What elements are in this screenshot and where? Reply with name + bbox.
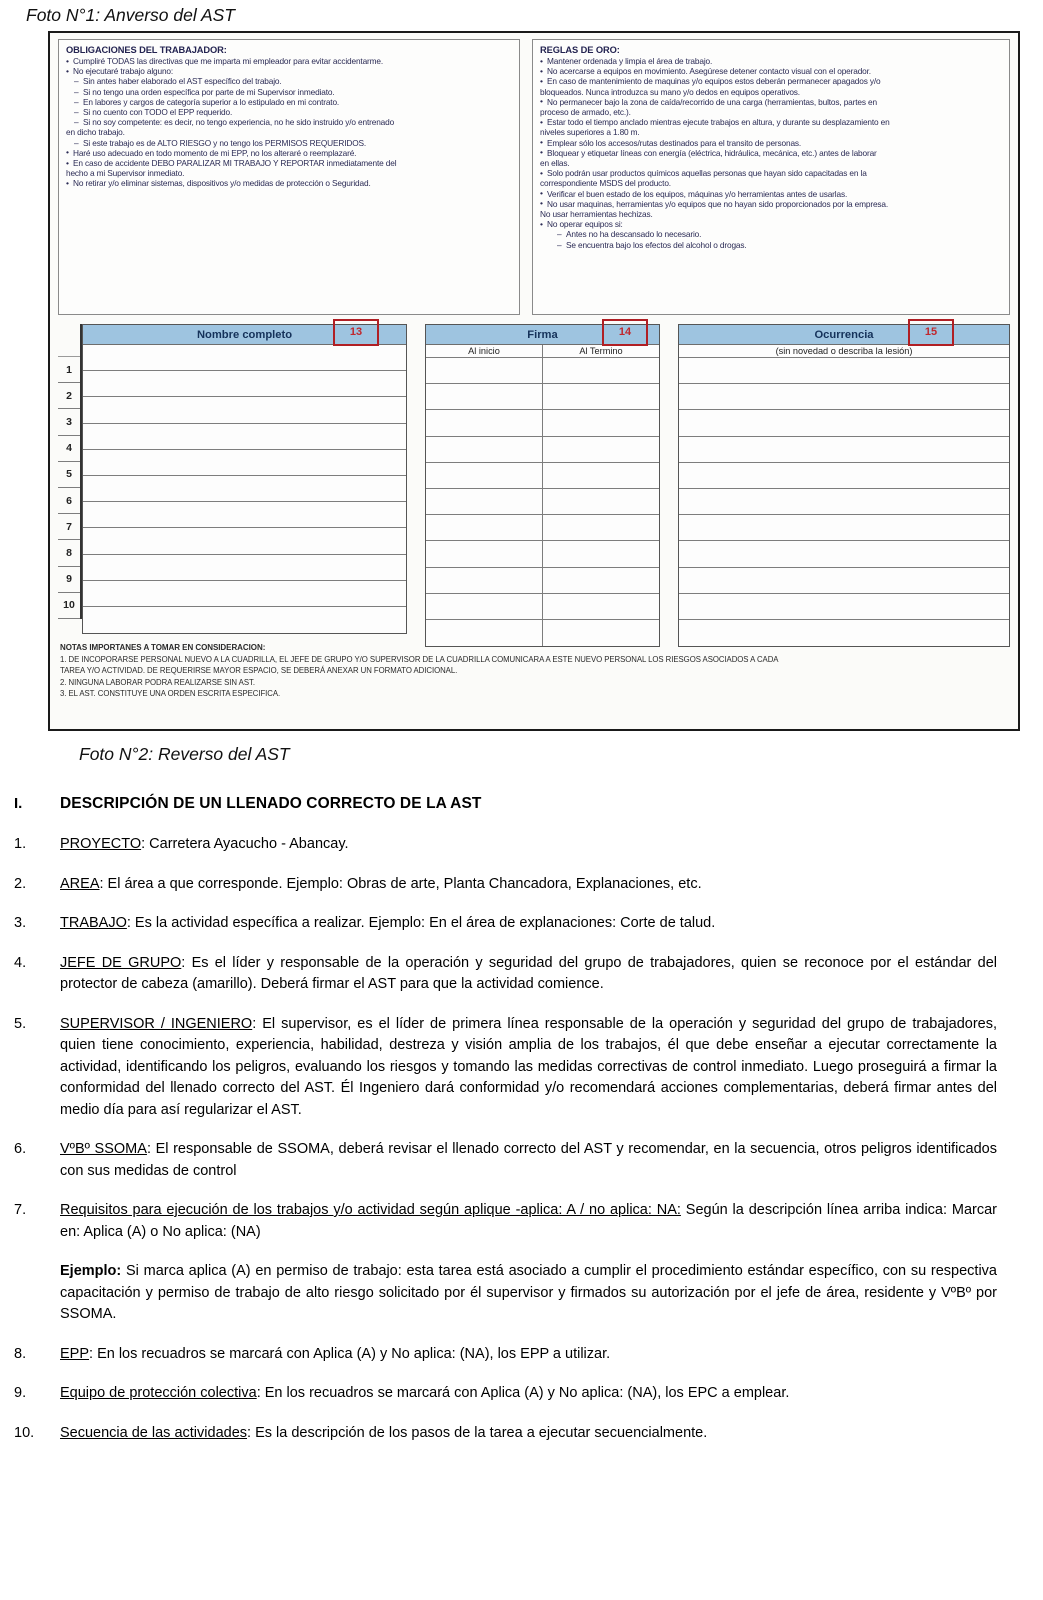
item-marker: 6.: [14, 1141, 27, 1157]
table-row: [83, 581, 406, 607]
firma-subheader-row: [426, 345, 659, 358]
list-item: – Si no cuento con TODO el EPP requerido.: [66, 107, 512, 117]
table-cell: [542, 410, 659, 435]
item-term: VºBº SSOMA: [60, 1141, 147, 1157]
list-item: [0, 874, 1043, 896]
table-cell: [83, 476, 406, 501]
table-row: [679, 384, 1009, 410]
list-item: [0, 1423, 1043, 1445]
table-row: [679, 489, 1009, 515]
table-row: [679, 437, 1009, 463]
item-term: AREA: [60, 875, 100, 892]
item-term: TRABAJO: [60, 915, 127, 931]
table-cell: [542, 489, 659, 514]
table-row: [426, 620, 659, 646]
item-term: Secuencia de las actividades: [60, 1424, 248, 1441]
table-cell: [83, 397, 406, 422]
item-term: Requisitos para ejecución de los trabajos y/o actividad según aplique -aplica: A / no aplica: NA:: [60, 1202, 681, 1218]
column-subheader-ocurrencia: (sin novedad o describa la lesión): [679, 345, 1009, 358]
table-cell: [542, 384, 659, 409]
table-row: [83, 450, 406, 476]
table-row: [679, 515, 1009, 541]
list-item: [0, 1200, 1043, 1326]
panel-obligaciones-title: OBLIGACIONES DEL TRABAJADOR:: [66, 45, 227, 55]
table-cell: [426, 437, 542, 462]
table-cell: [679, 384, 1009, 409]
list-item: • Estar todo el tiempo anclado mientras ejecute trabajos en altura, y durante su desplazamiento en: [540, 117, 1002, 127]
table-row: [83, 555, 406, 581]
item-term: JEFE DE GRUPO: [60, 954, 182, 971]
signature-table: [58, 324, 1010, 634]
list-item: • Emplear sólo los accesos/rutas destinados para el transito de personas.: [540, 138, 1002, 148]
item-term: SUPERVISOR / INGENIERO: [60, 1015, 253, 1032]
table-cell: [679, 515, 1009, 540]
item-marker: 3.: [14, 915, 27, 931]
list-item: – Si este trabajo es de ALTO RIESGO y no tengo los PERMISOS REQUERIDOS.: [66, 138, 512, 148]
table-cell: [426, 515, 542, 540]
notes-line: 1. DE INCOPORARSE PERSONAL NUEVO A LA CUADRILLA, EL JEFE DE GRUPO Y/O SUPERVISOR DE LA CUADRILLA COMUNICARA A ESTE NUEVO PERSONAL LOS RIESGOS ASOCIADOS A CADA: [60, 654, 779, 664]
item-marker: 2.: [14, 875, 27, 892]
column-subheader-al-termino: Al Termino: [542, 345, 659, 357]
item-text: : El supervisor, es el líder de primera línea responsable de la operación y seguridad del grupo de trabajadores, quien tiene conocimiento, experiencia, habilidad, destreza y visión amplia de los trabajos, él que debe enseñar a ejecutar correctamente la actividad, identificando los peligros, evaluando los riesgos y tomando las medidas correctivas de control inmediato. Luego proseguirá a firmar la conformidad del llenado correcto del AST. Él Ingeniero dará conformidad y/o recomendará acciones complementarias, deberá firmar antes del medio día para así regularizar el AST.: [60, 1015, 997, 1118]
form-content: [50, 33, 1018, 729]
table-cell: [83, 502, 406, 527]
list-item: [0, 1383, 1043, 1405]
table-row: [426, 410, 659, 436]
list-item: • Solo podrán usar productos químicos aquellas personas que hayan sido capacitadas en la: [540, 168, 1002, 178]
item-marker: 10.: [14, 1424, 35, 1441]
item-body: [60, 953, 997, 996]
list-item: • En caso de mantenimiento de maquinas y/o equipos estos deberán permanecer apagados y/o: [540, 76, 1002, 86]
table-cell: [542, 568, 659, 593]
list-item: – Se encuentra bajo los efectos del alcohol o drogas.: [540, 240, 1002, 250]
column-subheader-al-inicio: Al inicio: [468, 346, 500, 356]
figure-caption-foto1: Foto N°1: Anverso del AST: [26, 5, 235, 25]
list-item: • Verificar el buen estado de los equipos, máquinas y/o herramientas antes de usarlas.: [540, 189, 1002, 199]
table-cell: [426, 489, 542, 514]
table-cell: [679, 568, 1009, 593]
table-cell: [83, 528, 406, 553]
table-row: [83, 345, 406, 371]
table-cell: [426, 568, 542, 593]
table-row: [426, 384, 659, 410]
table-cell: [83, 450, 406, 475]
table-cell: [679, 594, 1009, 619]
list-item: niveles superiores a 1.80 m.: [540, 127, 640, 138]
table-cell: [679, 620, 1009, 646]
item-example-text: Si marca aplica (A) en permiso de trabajo: esta tarea está asociado a cumplir el procedimiento estándar específico, con su respectiva capacitación y permiso de trabajo de alto riesgo solicitado por él supervisor y firmados su autorización por el jefe de área, residente y VºBº por SSOMA.: [60, 1263, 997, 1322]
item-term: PROYECTO: [60, 836, 142, 852]
list-item: • No ejecutaré trabajo alguno:: [66, 66, 512, 76]
item-body: [60, 1200, 997, 1326]
table-row: [679, 594, 1009, 620]
section-heading: [0, 795, 1043, 813]
table-cell: [542, 463, 659, 488]
row-number: 9: [58, 567, 80, 593]
table-row: [83, 371, 406, 397]
ast-form-scan-image: [48, 31, 1020, 731]
item-example-paragraph: [60, 1261, 997, 1326]
list-item: • No acercarse a equipos en movimiento. Asegúrese detener contacto visual con el operador.: [540, 66, 1002, 76]
table-cell: [83, 371, 406, 396]
list-item: [0, 1014, 1043, 1122]
list-item: • No permanecer bajo la zona de caída/recorrido de una carga (herramientas, bultos, partes en: [540, 97, 1002, 107]
item-text: Según la descripción línea arriba indica: Marcar en: Aplica (A) o No aplica: (NA): [60, 1202, 997, 1240]
table-nombre-completo: [82, 324, 407, 634]
row-number: 10: [58, 593, 80, 619]
item-marker: 5.: [14, 1015, 27, 1032]
item-term: EPP: [60, 1345, 90, 1362]
list-item: [0, 1139, 1043, 1182]
item-text: : En los recuadros se marcará con Aplica (A) y No aplica: (NA), los EPC a emplear.: [256, 1385, 790, 1401]
page-title: DESCRIPCIÓN DE UN LLENADO CORRECTO DE LA AST: [60, 795, 482, 812]
table-cell: [83, 345, 406, 370]
item-body: [60, 1014, 997, 1122]
list-item: • No retirar y/o eliminar sistemas, dispositivos y/o medidas de protección o Seguridad.: [66, 178, 512, 188]
list-item: • Cumpliré TODAS las directivas que me imparta mi empleador para evitar accidentarme.: [66, 56, 512, 66]
table-row: [679, 568, 1009, 594]
item-body: [60, 1423, 997, 1445]
list-item: – Si no tengo una orden específica por parte de mi Supervisor inmediato.: [66, 87, 512, 97]
item-marker: 8.: [14, 1345, 27, 1362]
panel-reglas-de-oro: [532, 39, 1010, 315]
table-cell: [542, 437, 659, 462]
form-notes-block: [58, 642, 1010, 700]
list-item: bloqueados. Nunca introduzca su mano y/o dedos en equipos operativos.: [540, 86, 800, 97]
table-row: [426, 463, 659, 489]
panel-obligaciones-list: [66, 56, 512, 189]
item-text: : El área a que corresponde. Ejemplo: Obras de arte, Planta Chancadora, Explanaciones, etc.: [99, 875, 702, 892]
list-item: correspondiente MSDS del producto.: [540, 178, 671, 189]
row-number: 5: [58, 462, 80, 488]
table-cell: [83, 555, 406, 580]
list-item: No usar herramientas hechizas.: [540, 209, 653, 220]
table-row: [83, 397, 406, 423]
list-item: • Bloquear y etiquetar líneas con energía (eléctrica, hidráulica, mecánica, etc.) antes de laborar: [540, 148, 1002, 158]
panel-obligaciones-trabajador: [58, 39, 520, 315]
column-header-nombre-completo: Nombre completo: [83, 325, 406, 345]
list-item: – Antes no ha descansado lo necesario.: [540, 229, 1002, 239]
notes-title: NOTAS IMPORTANES A TOMAR EN CONSIDERACION:: [60, 643, 266, 652]
item-marker: 9.: [14, 1385, 27, 1401]
item-text: : En los recuadros se marcará con Aplica (A) y No aplica: (NA), los EPP a utilizar.: [89, 1345, 611, 1362]
row-number: 7: [58, 514, 80, 540]
table-cell: [426, 620, 542, 646]
list-item: • Haré uso adecuado en todo momento de mi EPP, no los alteraré o reemplazaré.: [66, 148, 512, 158]
table-row: [426, 541, 659, 567]
table-cell: [83, 581, 406, 606]
figure-caption-foto2: Foto N°2: Reverso del AST: [79, 744, 290, 764]
item-text: : Es la actividad específica a realizar. Ejemplo: En el área de explanaciones: Corte de talud.: [126, 915, 716, 931]
row-number: 1: [58, 357, 80, 383]
table-row: [426, 515, 659, 541]
panel-reglas-title: REGLAS DE ORO:: [540, 45, 620, 55]
table-cell: [426, 463, 542, 488]
form-top-panels: [58, 39, 1010, 315]
list-item: [0, 1344, 1043, 1366]
list-item: • En caso de accidente DEBO PARALIZAR MI TRABAJO Y REPORTAR inmediatamente del: [66, 158, 512, 168]
row-number: 3: [58, 409, 80, 435]
item-text: : Es el líder y responsable de la operación y seguridad del grupo de trabajadores, quien se reconoce por el estándar del protector de cabeza (amarillo). Deberá firmar el AST para que la actividad comience.: [60, 954, 997, 992]
list-item: en ellas.: [540, 158, 570, 169]
item-body: [60, 1139, 997, 1182]
item-body: [60, 834, 997, 856]
table-row: [426, 489, 659, 515]
list-item: en dicho trabajo.: [66, 127, 125, 138]
notes-line: 2. NINGUNA LABORAR PODRA REALIZARSE SIN AST.: [60, 677, 255, 687]
list-item: [0, 913, 1043, 935]
annotation-label: 14: [618, 326, 632, 338]
annotation-label: 13: [349, 326, 363, 338]
table-row: [426, 437, 659, 463]
table-cell: [679, 541, 1009, 566]
row-number: 6: [58, 488, 80, 514]
list-item: – Si no soy competente: es decir, no tengo experiencia, no he sido instruido y/o entrenado: [66, 117, 512, 127]
item-marker: 4.: [14, 954, 27, 971]
column-header-firma: Firma: [426, 325, 659, 345]
list-item: proceso de armado, etc.).: [540, 107, 631, 118]
table-row: [679, 620, 1009, 646]
notes-line: TAREA Y/O ACTIVIDAD. DE REQUERIRSE MAYOR ESPACIO, SE DEBERÁ ANEXAR UN FORMATO ADICIONAL.: [60, 666, 458, 675]
notes-line: 3. EL AST. CONSTITUYE UNA ORDEN ESCRITA ESPECIFICA.: [60, 689, 281, 698]
item-marker: 7.: [14, 1202, 27, 1218]
table-cell: [679, 410, 1009, 435]
table-row: [426, 594, 659, 620]
table-row: [83, 424, 406, 450]
table-row: [679, 410, 1009, 436]
table-cell: [542, 515, 659, 540]
panel-reglas-list: [540, 56, 1002, 250]
item-body: [60, 1344, 997, 1366]
list-item: • No usar maquinas, herramientas y/o equipos que no hayan sido proporcionados por la empresa.: [540, 199, 1002, 209]
list-item: – Sin antes haber elaborado el AST específico del trabajo.: [66, 76, 512, 86]
list-item: [0, 834, 1043, 856]
list-item: – En labores y cargos de categoría superior a lo estipulado en mi contrato.: [66, 97, 512, 107]
item-body: [60, 1383, 997, 1405]
annotation-label: 15: [924, 326, 938, 338]
table-ocurrencia: [678, 324, 1010, 647]
item-body: [60, 913, 997, 935]
table-cell: [83, 424, 406, 449]
item-body: [60, 874, 997, 896]
table-cell: [426, 541, 542, 566]
item-example-lead: Ejemplo:: [60, 1263, 122, 1279]
table-cell: [426, 384, 542, 409]
table-cell: [426, 594, 542, 619]
table-row: [679, 541, 1009, 567]
item-marker: 1.: [14, 836, 27, 852]
list-item: [0, 953, 1043, 996]
table-cell: [679, 437, 1009, 462]
item-text: : Carretera Ayacucho - Abancay.: [141, 836, 349, 852]
item-text: : Es la descripción de los pasos de la tarea a ejecutar secuencialmente.: [247, 1424, 708, 1441]
table-row: [83, 528, 406, 554]
document-body: [0, 795, 1043, 1462]
table-cell: [426, 410, 542, 435]
table-row: [679, 358, 1009, 384]
table-row: [83, 502, 406, 528]
table-cell: [679, 463, 1009, 488]
row-number-header-spacer: [58, 324, 80, 357]
table-row: [426, 568, 659, 594]
table-cell: [679, 489, 1009, 514]
row-number: 8: [58, 540, 80, 566]
table-row: [426, 358, 659, 384]
row-number-column: [58, 324, 82, 619]
table-cell: [542, 594, 659, 619]
row-number: 4: [58, 436, 80, 462]
table-row: [679, 463, 1009, 489]
list-item: • Mantener ordenada y limpia el área de trabajo.: [540, 56, 1002, 66]
table-cell: [542, 620, 659, 646]
table-cell: [542, 358, 659, 383]
item-term: Equipo de protección colectiva: [60, 1385, 257, 1401]
table-cell: [83, 607, 406, 633]
item-text: : El responsable de SSOMA, deberá revisar el llenado correcto del AST y recomendar, en la secuencia, otros peligros identificados con sus medidas de control: [60, 1141, 997, 1179]
section-marker: I.: [14, 795, 23, 812]
table-row: [83, 476, 406, 502]
table-cell: [679, 358, 1009, 383]
table-firma: [425, 324, 660, 647]
list-item: hecho a mi Supervisor inmediato.: [66, 168, 185, 179]
column-header-ocurrencia: Ocurrencia: [679, 325, 1009, 345]
row-number: 2: [58, 383, 80, 409]
table-row: [83, 607, 406, 633]
list-item: • No operar equipos si:: [540, 219, 1002, 229]
table-cell: [426, 358, 542, 383]
table-cell: [542, 541, 659, 566]
